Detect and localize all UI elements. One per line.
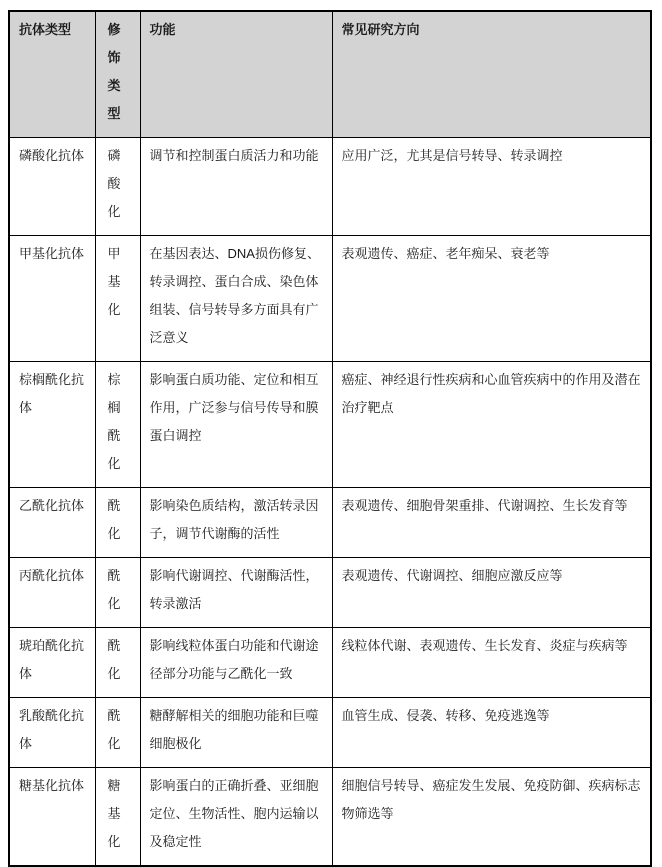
antibody-modification-table [8,10,652,867]
cell-function: 影响染色质结构，激活转录因子，调节代谢酶的活性 [140,488,332,558]
cell-function: 影响代谢调控、代谢酶活性，转录激活 [140,558,332,628]
cell-function: 糖酵解相关的细胞功能和巨噬细胞极化 [140,698,332,768]
column-header-antibody-type: 抗体类型 [9,11,95,138]
table-row-palmitoylation [9,362,651,488]
table-row-glycosylation [9,768,651,867]
cell-modification-type: 酰化 [95,698,140,768]
cell-antibody-type: 棕榈酰化抗体 [9,362,95,488]
column-header-modification-type: 修饰类型 [95,11,140,138]
table-row-lactylation [9,698,651,768]
cell-antibody-type: 乳酸酰化抗体 [9,698,95,768]
cell-modification-type: 磷酸化 [95,138,140,236]
cell-research-direction: 线粒体代谢、表观遗传、生长发育、炎症与疾病等 [332,628,651,698]
cell-research-direction: 癌症、神经退行性疾病和心血管疾病中的作用及潜在治疗靶点 [332,362,651,488]
column-header-research-direction: 常见研究方向 [332,11,651,138]
table-header-row [9,11,651,138]
cell-modification-type: 酰化 [95,488,140,558]
cell-antibody-type: 甲基化抗体 [9,236,95,362]
cell-modification-type: 甲基化 [95,236,140,362]
cell-function: 影响蛋白质功能、定位和相互作用，广泛参与信号传导和膜蛋白调控 [140,362,332,488]
cell-function: 调节和控制蛋白质活力和功能 [140,138,332,236]
table-row-phosphorylation [9,138,651,236]
table-row-succinylation [9,628,651,698]
table-row-acetylation [9,488,651,558]
cell-research-direction: 表观遗传、代谢调控、细胞应激反应等 [332,558,651,628]
cell-research-direction: 表观遗传、癌症、老年痴呆、衰老等 [332,236,651,362]
cell-antibody-type: 磷酸化抗体 [9,138,95,236]
column-header-function: 功能 [140,11,332,138]
cell-research-direction: 表观遗传、细胞骨架重排、代谢调控、生长发育等 [332,488,651,558]
cell-antibody-type: 丙酰化抗体 [9,558,95,628]
table-body [9,138,651,867]
cell-antibody-type: 乙酰化抗体 [9,488,95,558]
cell-function: 在基因表达、DNA损伤修复、转录调控、蛋白合成、染色体组装、信号转导多方面具有广泛意义 [140,236,332,362]
table-row-methylation [9,236,651,362]
cell-research-direction: 应用广泛，尤其是信号转导、转录调控 [332,138,651,236]
cell-antibody-type: 琥珀酰化抗体 [9,628,95,698]
cell-antibody-type: 糖基化抗体 [9,768,95,867]
cell-modification-type: 酰化 [95,628,140,698]
cell-modification-type: 棕榈酰化 [95,362,140,488]
cell-modification-type: 酰化 [95,558,140,628]
table-row-propionylation [9,558,651,628]
cell-function: 影响蛋白的正确折叠、亚细胞定位、生物活性、胞内运输以及稳定性 [140,768,332,867]
cell-research-direction: 血管生成、侵袭、转移、免疫逃逸等 [332,698,651,768]
cell-function: 影响线粒体蛋白功能和代谢途径部分功能与乙酰化一致 [140,628,332,698]
cell-research-direction: 细胞信号转导、癌症发生发展、免疫防御、疾病标志物筛选等 [332,768,651,867]
cell-modification-type: 糖基化 [95,768,140,867]
